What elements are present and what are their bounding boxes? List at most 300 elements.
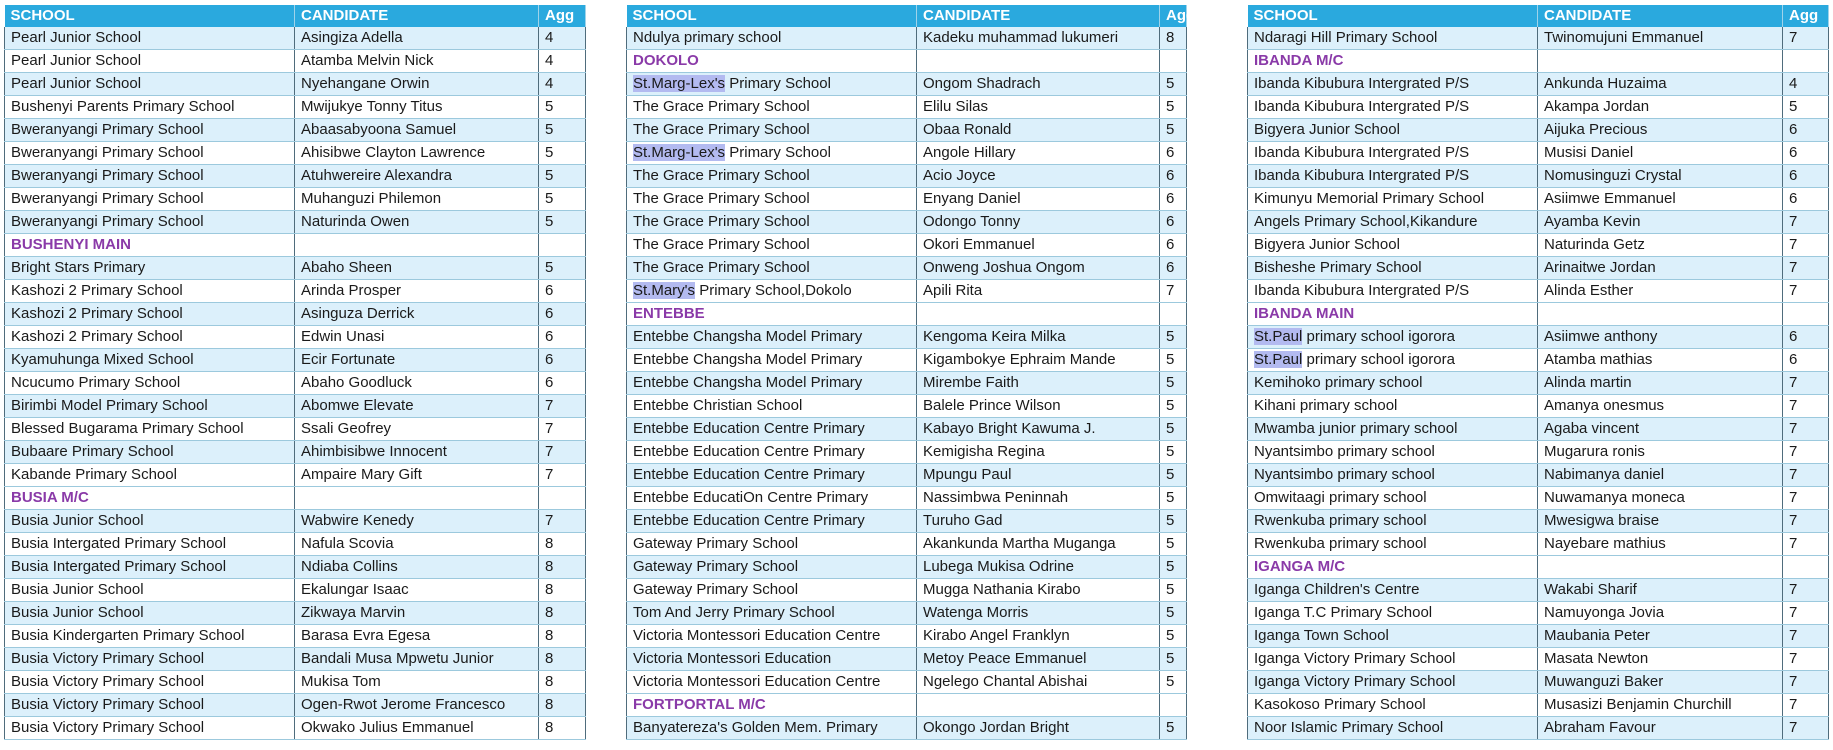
region-heading: FORTPORTAL M/C [627,694,917,717]
school-name-rest: primary school igorora [1302,351,1455,368]
agg-cell: 7 [539,418,586,441]
agg-cell: 5 [1160,372,1187,395]
agg-cell: 6 [539,349,586,372]
table-row [1248,694,1829,717]
candidate-cell: Ankunda Huzaima [1538,73,1783,96]
school-cell: Angels Primary School,Kikandure [1248,211,1538,234]
school-cell: Iganga Victory Primary School [1248,648,1538,671]
candidate-header: CANDIDATE [917,5,1160,27]
table-row [627,96,1187,119]
school-cell: Gateway Primary School [627,556,917,579]
empty-cell [295,234,539,257]
school-cell: Gateway Primary School [627,579,917,602]
table-row [627,349,1187,372]
candidate-cell: Watenga Morris [917,602,1160,625]
candidate-cell: Atuhwereire Alexandra [295,165,539,188]
school-cell: Kimunyu Memorial Primary School [1248,188,1538,211]
search-highlight: St.Marg-Lex's [633,144,726,161]
candidate-cell: Barasa Evra Egesa [295,625,539,648]
table-row [1248,441,1829,464]
agg-cell: 6 [1783,349,1829,372]
table-row [1248,533,1829,556]
candidate-cell: Atamba mathias [1538,349,1783,372]
table-row [5,510,586,533]
school-cell: Busia Junior School [5,579,295,602]
results-body [5,27,586,740]
agg-cell: 5 [1160,326,1187,349]
school-cell [627,280,917,303]
table-row [5,717,586,740]
region-heading: ENTEBBE [627,303,917,326]
school-cell: Pearl Junior School [5,50,295,73]
table-row [627,441,1187,464]
candidate-cell: Abraham Favour [1538,717,1783,740]
agg-cell: 5 [539,96,586,119]
school-cell [1248,326,1538,349]
candidate-cell: Lubega Mukisa Odrine [917,556,1160,579]
table-row [5,349,586,372]
empty-cell [1538,556,1783,579]
table-row [627,487,1187,510]
school-cell [627,142,917,165]
candidate-cell: Masata Newton [1538,648,1783,671]
school-header: SCHOOL [627,5,917,27]
table-row [627,648,1187,671]
candidate-cell: Kirabo Angel Franklyn [917,625,1160,648]
school-cell: Kashozi 2 Primary School [5,326,295,349]
school-cell: Ibanda Kibubura Intergrated P/S [1248,142,1538,165]
agg-cell: 7 [1783,717,1829,740]
agg-cell: 7 [1783,372,1829,395]
agg-cell: 5 [1160,671,1187,694]
region-heading-row [627,303,1187,326]
results-table-3 [1247,5,1829,740]
table-row [627,188,1187,211]
agg-cell: 5 [1160,349,1187,372]
school-cell: Pearl Junior School [5,73,295,96]
region-heading-row [5,234,586,257]
table-row [627,510,1187,533]
agg-cell: 8 [539,625,586,648]
school-cell: Banyatereza's Golden Mem. Primary [627,717,917,740]
school-cell: Busia Victory Primary School [5,671,295,694]
agg-cell: 6 [1160,188,1187,211]
agg-cell: 5 [1783,96,1829,119]
agg-cell: 6 [1160,142,1187,165]
candidate-cell: Abaho Goodluck [295,372,539,395]
school-cell: Ibanda Kibubura Intergrated P/S [1248,96,1538,119]
candidate-cell: Asiimwe anthony [1538,326,1783,349]
candidate-cell: Namuyonga Jovia [1538,602,1783,625]
candidate-cell: Zikwaya Marvin [295,602,539,625]
candidate-cell: Onweng Joshua Ongom [917,257,1160,280]
empty-cell [295,487,539,510]
school-cell: Kyamuhunga Mixed School [5,349,295,372]
candidate-cell: Asingiza Adella [295,27,539,50]
school-cell: Entebbe Education Centre Primary [627,464,917,487]
school-cell: Entebbe Changsha Model Primary [627,372,917,395]
school-cell: Kemihoko primary school [1248,372,1538,395]
candidate-cell: Kigambokye Ephraim Mande [917,349,1160,372]
agg-cell: 7 [1783,625,1829,648]
agg-cell: 5 [1160,73,1187,96]
candidate-cell: Enyang Daniel [917,188,1160,211]
candidate-cell: Metoy Peace Emmanuel [917,648,1160,671]
agg-cell: 7 [1783,464,1829,487]
region-heading-row [627,50,1187,73]
candidate-cell: Asinguza Derrick [295,303,539,326]
candidate-cell: Naturinda Owen [295,211,539,234]
school-cell: Iganga Victory Primary School [1248,671,1538,694]
candidate-cell: Akampa Jordan [1538,96,1783,119]
table-row [1248,487,1829,510]
school-cell: Rwenkuba primary school [1248,510,1538,533]
candidate-cell: Ampaire Mary Gift [295,464,539,487]
empty-cell [1783,303,1829,326]
school-cell: Entebbe Education Centre Primary [627,441,917,464]
table-row [5,579,586,602]
candidate-cell: Aijuka Precious [1538,119,1783,142]
agg-cell: 6 [539,372,586,395]
table-row [1248,142,1829,165]
agg-cell: 5 [1160,418,1187,441]
candidate-cell: Kadeku muhammad lukumeri [917,27,1160,50]
school-cell: Kihani primary school [1248,395,1538,418]
candidate-cell: Mwesigwa braise [1538,510,1783,533]
school-cell: Bubaare Primary School [5,441,295,464]
school-cell: Pearl Junior School [5,27,295,50]
school-cell: Gateway Primary School [627,533,917,556]
table-row [1248,165,1829,188]
table-row [1248,211,1829,234]
table-row [5,257,586,280]
header-row [627,5,1187,27]
agg-cell: 5 [1160,510,1187,533]
candidate-cell: Ahisibwe Clayton Lawrence [295,142,539,165]
region-heading: BUSIA M/C [5,487,295,510]
school-cell: Busia Junior School [5,602,295,625]
agg-cell: 6 [1783,119,1829,142]
school-cell [627,73,917,96]
candidate-cell: Maubania Peter [1538,625,1783,648]
school-cell: Entebbe Changsha Model Primary [627,326,917,349]
agg-cell: 7 [1783,533,1829,556]
candidate-cell: Asiimwe Emmanuel [1538,188,1783,211]
table-row [5,602,586,625]
agg-cell: 4 [539,50,586,73]
table-row [627,464,1187,487]
results-body [1248,27,1829,740]
region-heading-row [1248,50,1829,73]
school-cell: The Grace Primary School [627,188,917,211]
region-heading-row [1248,556,1829,579]
school-cell: Entebbe Christian School [627,395,917,418]
table-row [627,211,1187,234]
candidate-cell: Atamba Melvin Nick [295,50,539,73]
agg-cell: 5 [539,188,586,211]
table-row [5,280,586,303]
agg-cell: 8 [539,556,586,579]
agg-cell: 5 [1160,717,1187,740]
school-cell: Entebbe Changsha Model Primary [627,349,917,372]
school-cell: Kashozi 2 Primary School [5,303,295,326]
candidate-cell: Mpungu Paul [917,464,1160,487]
table-row [5,188,586,211]
agg-cell: 7 [1783,648,1829,671]
candidate-cell: Muhanguzi Philemon [295,188,539,211]
agg-cell: 5 [539,142,586,165]
table-row [1248,73,1829,96]
table-row [5,671,586,694]
table-row [5,441,586,464]
agg-cell: 7 [1783,234,1829,257]
school-cell: Bweranyangi Primary School [5,211,295,234]
candidate-cell: Abaho Sheen [295,257,539,280]
agg-cell: 5 [1160,602,1187,625]
table-row [5,142,586,165]
candidate-cell: Musasizi Benjamin Churchill [1538,694,1783,717]
school-cell: Mwamba junior primary school [1248,418,1538,441]
table-row [5,303,586,326]
candidate-cell: Odongo Tonny [917,211,1160,234]
school-cell: Bright Stars Primary [5,257,295,280]
table-row [1248,418,1829,441]
agg-cell: 4 [1783,73,1829,96]
school-cell: Blessed Bugarama Primary School [5,418,295,441]
table-row [627,372,1187,395]
agg-cell: 7 [1783,418,1829,441]
school-cell: Tom And Jerry Primary School [627,602,917,625]
table-row [5,27,586,50]
school-cell: Victoria Montessori Education Centre [627,625,917,648]
table-row [627,73,1187,96]
school-cell: Entebbe Education Centre Primary [627,510,917,533]
agg-cell: 6 [1783,142,1829,165]
school-cell: Bisheshe Primary School [1248,257,1538,280]
school-cell: Busia Victory Primary School [5,694,295,717]
agg-cell: 7 [1783,280,1829,303]
candidate-cell: Ogen-Rwot Jerome Francesco [295,694,539,717]
candidate-cell: Ongom Shadrach [917,73,1160,96]
candidate-cell: Okwako Julius Emmanuel [295,717,539,740]
table-row [1248,510,1829,533]
agg-cell: 5 [1160,648,1187,671]
candidate-cell: Abaasabyoona Samuel [295,119,539,142]
agg-cell: 5 [1160,96,1187,119]
school-cell: Ibanda Kibubura Intergrated P/S [1248,280,1538,303]
school-cell: Busia Victory Primary School [5,717,295,740]
candidate-cell: Mugga Nathania Kirabo [917,579,1160,602]
results-table-2 [626,5,1196,740]
school-cell: Noor Islamic Primary School [1248,717,1538,740]
search-highlight: St.Mary's [633,282,696,299]
school-cell: Bweranyangi Primary School [5,165,295,188]
empty-cell [539,234,586,257]
table-row [627,717,1187,740]
candidate-cell: Wakabi Sharif [1538,579,1783,602]
candidate-cell: Mugarura ronis [1538,441,1783,464]
agg-cell: 4 [539,27,586,50]
agg-cell: 8 [539,671,586,694]
school-cell: Busia Intergated Primary School [5,556,295,579]
agg-cell: 7 [1783,441,1829,464]
candidate-cell: Turuho Gad [917,510,1160,533]
agg-header: Agg [1783,5,1829,27]
agg-cell: 5 [1160,625,1187,648]
agg-cell: 8 [1160,27,1187,50]
school-cell: Bigyera Junior School [1248,234,1538,257]
region-heading: IGANGA M/C [1248,556,1538,579]
candidate-cell: Bandali Musa Mpwetu Junior [295,648,539,671]
school-name-rest: Primary School [725,144,831,161]
candidate-cell: Akankunda Martha Muganga [917,533,1160,556]
agg-cell: 7 [539,441,586,464]
table-row [1248,464,1829,487]
school-cell: The Grace Primary School [627,234,917,257]
candidate-cell: Okongo Jordan Bright [917,717,1160,740]
empty-cell [1538,303,1783,326]
candidate-cell: Ahimbisibwe Innocent [295,441,539,464]
agg-cell: 6 [1783,165,1829,188]
agg-cell: 6 [1783,326,1829,349]
agg-cell: 7 [1783,671,1829,694]
region-heading: BUSHENYI MAIN [5,234,295,257]
empty-cell [1538,50,1783,73]
agg-cell: 7 [1783,27,1829,50]
candidate-cell: Nassimbwa Peninnah [917,487,1160,510]
empty-cell [1783,50,1829,73]
table-row [627,280,1187,303]
school-cell: Kabande Primary School [5,464,295,487]
table-row [1248,395,1829,418]
school-cell: Busia Kindergarten Primary School [5,625,295,648]
table-row [627,556,1187,579]
school-cell: Iganga T.C Primary School [1248,602,1538,625]
candidate-cell: Twinomujuni Emmanuel [1538,27,1783,50]
school-cell: Entebbe Education Centre Primary [627,418,917,441]
agg-cell: 8 [539,602,586,625]
candidate-cell: Nyehangane Orwin [295,73,539,96]
agg-cell: 6 [539,326,586,349]
agg-cell: 5 [1160,579,1187,602]
table-row [627,395,1187,418]
candidate-cell: Mirembe Faith [917,372,1160,395]
school-cell: Nyantsimbo primary school [1248,441,1538,464]
candidate-cell: Nabimanya daniel [1538,464,1783,487]
candidate-cell: Abomwe Elevate [295,395,539,418]
school-cell: Kasokoso Primary School [1248,694,1538,717]
school-cell: Victoria Montessori Education Centre [627,671,917,694]
school-cell: The Grace Primary School [627,96,917,119]
region-heading-row [627,694,1187,717]
candidate-cell: Edwin Unasi [295,326,539,349]
agg-cell: 7 [1160,280,1187,303]
school-cell: The Grace Primary School [627,119,917,142]
table-row [1248,349,1829,372]
table-row [627,165,1187,188]
school-cell: Bigyera Junior School [1248,119,1538,142]
agg-cell: 5 [539,165,586,188]
school-cell: Omwitaagi primary school [1248,487,1538,510]
candidate-cell: Naturinda Getz [1538,234,1783,257]
agg-header: Agg [539,5,586,27]
table-row [627,142,1187,165]
region-heading-row [1248,303,1829,326]
school-name-rest: Primary School,Dokolo [695,282,852,299]
agg-cell: 5 [1160,119,1187,142]
school-cell: Nyantsimbo primary school [1248,464,1538,487]
agg-cell: 7 [1783,211,1829,234]
school-cell: Busia Victory Primary School [5,648,295,671]
table-row [1248,27,1829,50]
candidate-cell: Arinda Prosper [295,280,539,303]
candidate-cell: Nuwamanya moneca [1538,487,1783,510]
agg-header: Agg [1160,5,1187,27]
table-row [1248,119,1829,142]
candidate-cell: Nayebare mathius [1538,533,1783,556]
table-row [5,395,586,418]
region-heading: IBANDA MAIN [1248,303,1538,326]
candidate-cell: Wabwire Kenedy [295,510,539,533]
empty-cell [1160,303,1187,326]
empty-cell [917,50,1160,73]
table-row [5,50,586,73]
table-row [5,694,586,717]
school-cell: Bushenyi Parents Primary School [5,96,295,119]
candidate-cell: Obaa Ronald [917,119,1160,142]
agg-cell: 7 [1783,602,1829,625]
table-row [5,372,586,395]
empty-cell [1160,694,1187,717]
table-row [5,625,586,648]
table-row [627,27,1187,50]
table-row [1248,257,1829,280]
candidate-cell: Okori Emmanuel [917,234,1160,257]
table-row [627,418,1187,441]
empty-cell [1783,556,1829,579]
table-row [1248,188,1829,211]
table-row [1248,671,1829,694]
header-row [1248,5,1829,27]
school-cell: Iganga Children's Centre [1248,579,1538,602]
agg-cell: 6 [1160,211,1187,234]
agg-cell: 6 [1160,234,1187,257]
school-cell: Victoria Montessori Education [627,648,917,671]
table-row [1248,625,1829,648]
table-row [1248,234,1829,257]
agg-cell: 5 [1160,533,1187,556]
agg-cell: 7 [1783,510,1829,533]
table-row [5,165,586,188]
school-name-rest: Primary School [725,75,831,92]
school-cell: Ibanda Kibubura Intergrated P/S [1248,165,1538,188]
agg-cell: 5 [1160,556,1187,579]
region-heading-row [5,487,586,510]
school-cell: Bweranyangi Primary School [5,142,295,165]
candidate-cell: Nafula Scovia [295,533,539,556]
candidate-cell: Amanya onesmus [1538,395,1783,418]
candidate-cell: Kemigisha Regina [917,441,1160,464]
school-cell: The Grace Primary School [627,257,917,280]
school-cell: Bweranyangi Primary School [5,188,295,211]
table-row [627,326,1187,349]
agg-cell: 5 [539,257,586,280]
school-cell: Ndaragi Hill Primary School [1248,27,1538,50]
school-cell: Iganga Town School [1248,625,1538,648]
agg-cell: 7 [1783,579,1829,602]
candidate-cell: Apili Rita [917,280,1160,303]
table-row [1248,372,1829,395]
